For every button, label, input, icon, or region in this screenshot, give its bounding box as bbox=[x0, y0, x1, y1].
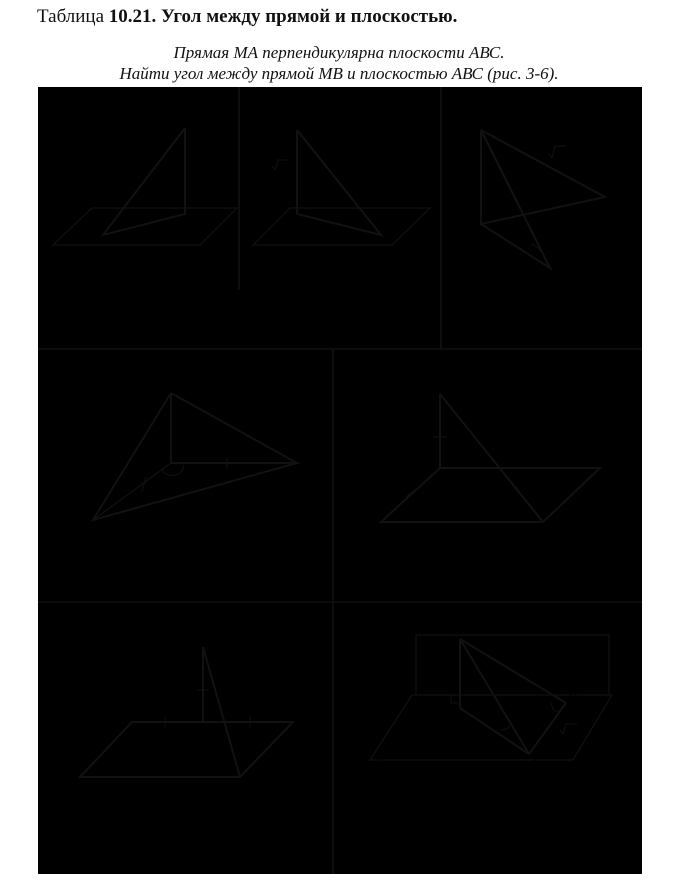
given-1-2-line-1: Дано: прямая МА перпендикулярна плоскости α. bbox=[48, 298, 388, 315]
cell-5-number: 5 bbox=[343, 356, 354, 377]
length-aa1-coef-7: 2 bbox=[552, 722, 560, 738]
length-cb-4: 6 bbox=[198, 492, 206, 508]
length-mb-root-3: 2 bbox=[557, 147, 565, 163]
subtitle-line-2: Найти угол между прямой МВ и плоскостью АВС (рис. 3-6). bbox=[119, 64, 559, 83]
length-mc-3: 8 bbox=[518, 183, 526, 199]
label-B-5: B bbox=[550, 515, 560, 531]
label-B1-7: B₁ bbox=[446, 710, 461, 726]
length-mb-coef-3: 4 bbox=[541, 146, 549, 162]
label-M-6: M bbox=[186, 637, 198, 653]
label-A-5: A bbox=[423, 456, 433, 472]
label-A-2: A bbox=[288, 217, 298, 233]
label-E-6: E bbox=[297, 713, 307, 729]
label-A1-7: A₁ bbox=[568, 687, 583, 703]
label-A-3: A bbox=[461, 215, 471, 231]
label-M-1: M bbox=[188, 113, 200, 129]
label-M-2: M bbox=[281, 115, 293, 131]
cell-1-number: 1 bbox=[50, 92, 61, 113]
label-M-5: M bbox=[423, 381, 435, 397]
label-B-3: B bbox=[600, 204, 610, 220]
angle-120-4: 120° bbox=[170, 476, 189, 486]
label-alpha-2: α bbox=[262, 231, 271, 247]
given-7-line-3: и плоскостью β. bbox=[343, 828, 454, 845]
length-mc-4: 4 bbox=[118, 440, 126, 456]
label-D-5: D bbox=[361, 515, 372, 531]
cell-3-number: 3 bbox=[451, 92, 462, 113]
label-D-6: D bbox=[112, 712, 123, 728]
length-bb1a-7: 6 bbox=[479, 727, 487, 743]
label-B-1: B bbox=[91, 227, 101, 243]
label-A-6: A bbox=[185, 708, 195, 724]
subtitle-line-1: Прямая МА перпендикулярна плоскости АВС. bbox=[173, 43, 505, 62]
label-M-4: M bbox=[154, 380, 166, 396]
given-6: Дано: BCDE – квадрат. bbox=[48, 795, 208, 812]
label-B-2: B bbox=[383, 227, 393, 243]
label-A-4: A bbox=[153, 450, 163, 466]
cell-6-number: 6 bbox=[50, 609, 61, 630]
label-B-7: B bbox=[446, 632, 456, 648]
label-A-7: A bbox=[530, 756, 540, 772]
cell-7-number: 7 bbox=[343, 609, 354, 630]
given-1-2-line-2: Найти угол между прямой МВ и плоскостью α. bbox=[48, 321, 371, 338]
angle-30-3: 30° bbox=[517, 237, 531, 247]
label-beta-7: β bbox=[419, 644, 428, 660]
label-alpha-1: α bbox=[65, 231, 74, 247]
table-heading: Таблица 10.21. Угол между прямой и плоскостью. bbox=[37, 6, 458, 27]
given-7-line-1: Дано: плоскости α и β перпендику- bbox=[343, 784, 586, 801]
label-alpha-7: α bbox=[377, 752, 386, 768]
length-ma-root-2: 3 bbox=[279, 159, 287, 175]
label-C-3: C bbox=[558, 262, 569, 278]
length-mb-1: 10 bbox=[128, 161, 144, 177]
label-M-3: M bbox=[462, 113, 474, 129]
label-C-4: C bbox=[74, 506, 85, 522]
label-B-6: B bbox=[259, 767, 269, 783]
angle-30-7: 30° bbox=[494, 717, 508, 727]
length-aa1-root-7: 3 bbox=[568, 723, 576, 739]
label-C-5: C bbox=[606, 462, 617, 478]
grid-lines bbox=[38, 87, 642, 874]
cell-4-number: 4 bbox=[50, 356, 61, 377]
given-5: Дано: ACBD – квадрат. bbox=[343, 543, 503, 560]
given-7-line-2: лярны. Найти угол между прямой AB bbox=[343, 806, 601, 823]
length-ab-2: 5 bbox=[323, 227, 331, 243]
cell-2-number: 2 bbox=[249, 92, 260, 113]
length-ma-coef-2: 5 bbox=[264, 158, 272, 174]
label-A-1: A bbox=[186, 209, 196, 225]
label-B-4: B bbox=[292, 472, 302, 488]
outer-frame bbox=[38, 87, 642, 874]
label-C-6: C bbox=[65, 768, 76, 784]
length-ab-1: 5 bbox=[148, 223, 156, 239]
